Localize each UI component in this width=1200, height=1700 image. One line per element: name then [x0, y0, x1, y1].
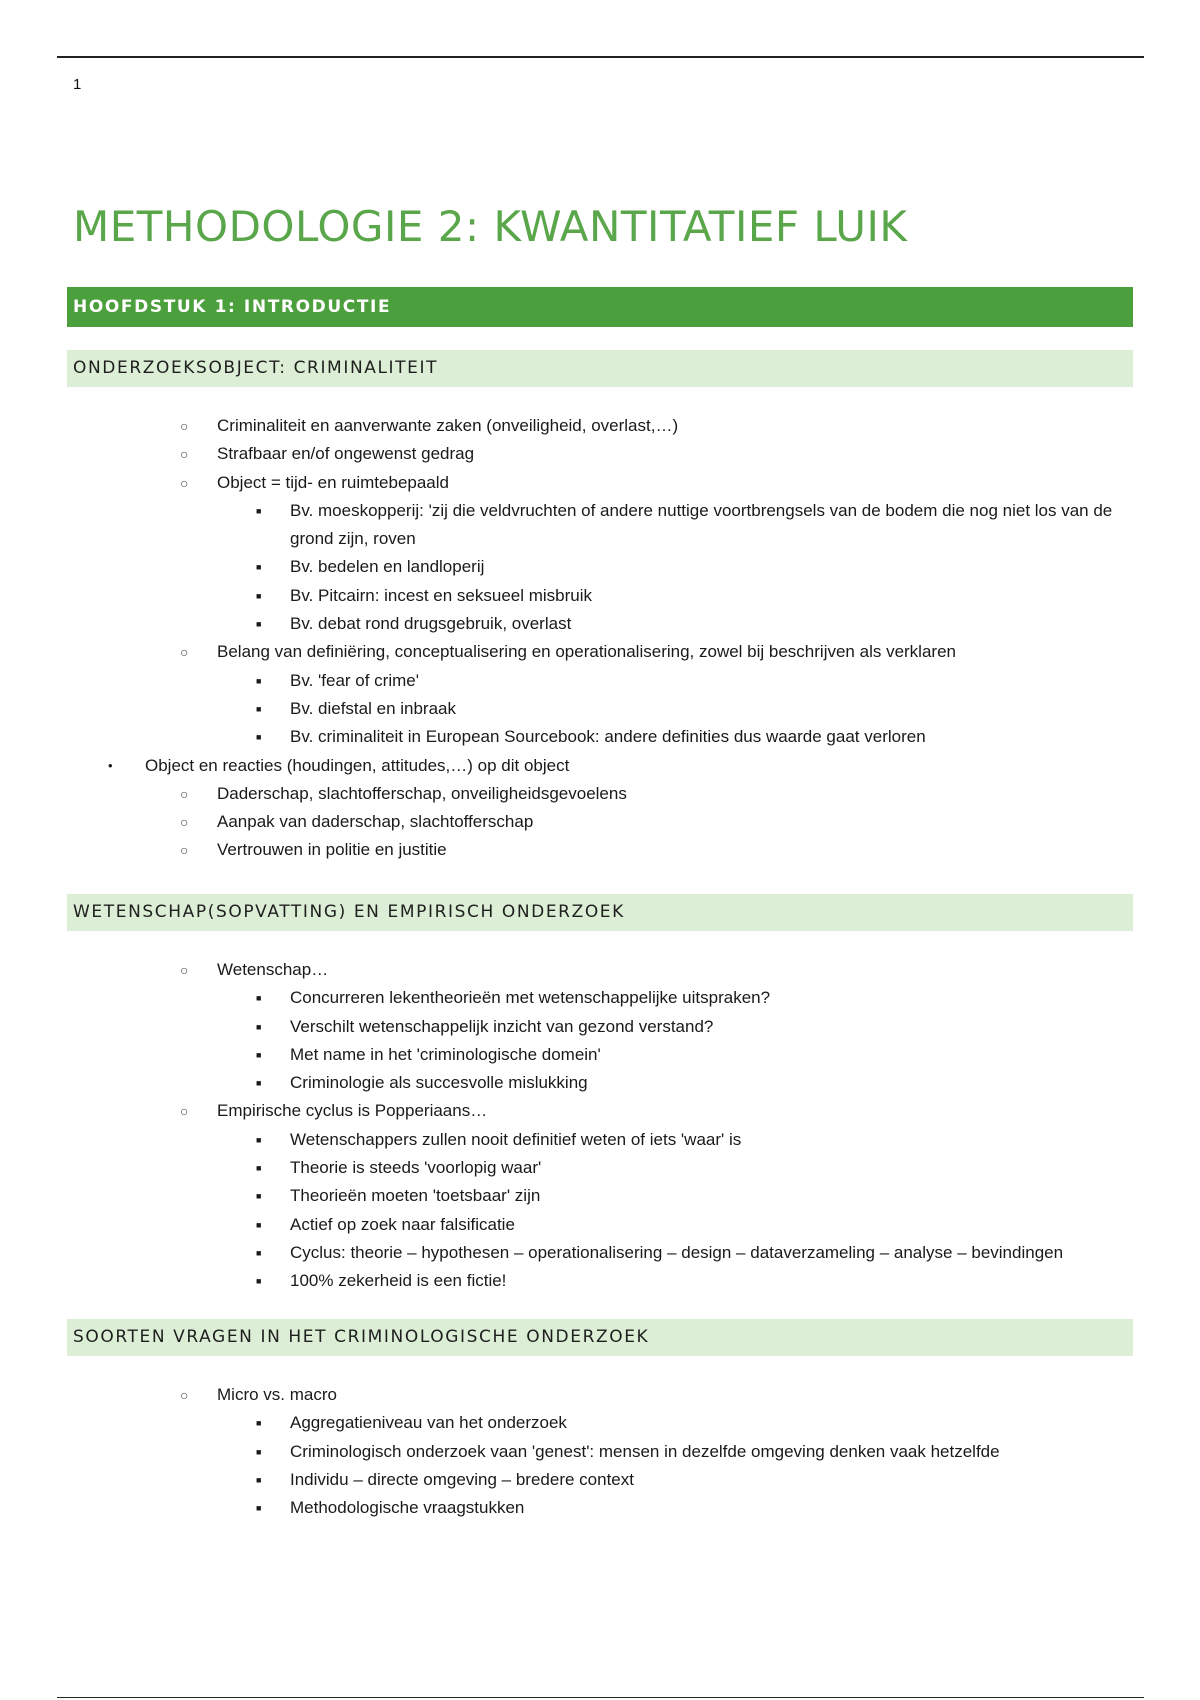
list-item [0, 553, 1200, 581]
list-item-text: Object en reacties (houdingen, attitudes,…) op dit object [145, 755, 570, 775]
list-item-text: Bv. bedelen en landloperij [290, 557, 485, 577]
section-heading-onderzoeksobject: ONDERZOEKSOBJECT: CRIMINALITEIT [67, 350, 1133, 387]
square-bullet-icon: ■ [256, 1163, 262, 1174]
square-bullet-icon: ■ [256, 1418, 262, 1429]
square-bullet-icon: ■ [256, 1191, 262, 1202]
circle-bullet-icon: ○ [180, 1387, 189, 1403]
section-heading-wetenschap: WETENSCHAP(SOPVATTING) EN EMPIRISCH ONDERZOEK [67, 894, 1133, 931]
page-number: 1 [73, 76, 82, 93]
list-item-text: Wetenschap… [217, 960, 329, 979]
square-bullet-icon: ■ [256, 732, 262, 743]
bullet-icon: • [108, 757, 113, 773]
list-item [0, 836, 1200, 864]
list-item [0, 1154, 1200, 1182]
list-item [0, 638, 1200, 666]
list-item [0, 1211, 1200, 1239]
list-item-text: Met name in het 'criminologische domein' [290, 1044, 601, 1064]
list-item-text: Cyclus: theorie – hypothesen – operationalisering – design – dataverzameling – analyse – bevindingen [290, 1242, 1064, 1262]
list-item [0, 1126, 1200, 1154]
section-heading-soorten-vragen: SOORTEN VRAGEN IN HET CRIMINOLOGISCHE ONDERZOEK [67, 1319, 1133, 1356]
list-item-text: Bv. diefstal en inbraak [290, 698, 456, 718]
circle-bullet-icon: ○ [180, 446, 189, 463]
list-item-text: Criminologisch onderzoek vaan 'genest': mensen in dezelfde omgeving denken vaak hetzelfde [290, 1441, 1000, 1461]
circle-bullet-icon: ○ [180, 962, 189, 978]
list-item-text: Bv. criminaliteit in European Sourcebook: andere definities dus waarde gaat verloren [290, 727, 926, 747]
list-item-text: Empirische cyclus is Popperiaans… [217, 1101, 488, 1121]
list-item-text: Criminologie als succesvolle mislukking [290, 1073, 588, 1093]
list-item [0, 984, 1200, 1012]
list-item [0, 1466, 1200, 1494]
square-bullet-icon: ■ [256, 590, 262, 601]
square-bullet-icon: ■ [256, 1021, 262, 1032]
list-item [0, 1069, 1200, 1097]
list-item [0, 808, 1200, 836]
list-item-text: Individu – directe omgeving – bredere context [290, 1469, 634, 1489]
list-item-text: Verschilt wetenschappelijk inzicht van gezond verstand? [290, 1016, 714, 1036]
list-item-text: Theorie is steeds 'voorlopig waar' [290, 1158, 542, 1178]
square-bullet-icon: ■ [256, 1503, 262, 1514]
document-title: METHODOLOGIE 2: KWANTITATIEF LUIK [73, 202, 908, 251]
list-item [0, 780, 1200, 808]
list-item-text: Bv. 'fear of crime' [290, 670, 419, 690]
circle-bullet-icon: ○ [180, 474, 189, 491]
chapter-heading: HOOFDSTUK 1: INTRODUCTIE [67, 287, 1133, 327]
square-bullet-icon: ■ [256, 1276, 262, 1287]
list-item [0, 1097, 1200, 1125]
circle-bullet-icon: ○ [180, 785, 189, 802]
square-bullet-icon: ■ [256, 1049, 262, 1060]
square-bullet-icon: ■ [256, 993, 262, 1004]
list-item-text: Theorieën moeten 'toetsbaar' zijn [290, 1186, 541, 1206]
list-item-text: Bv. debat rond drugsgebruik, overlast [290, 614, 572, 634]
list-item-text: Bv. Pitcairn: incest en seksueel misbruik [290, 585, 593, 605]
list-item [0, 440, 1200, 468]
list-item [0, 1438, 1200, 1466]
list-item [0, 1041, 1200, 1069]
list-item-text: Strafbaar en/of ongewenst gedrag [217, 444, 475, 464]
list-item [0, 1381, 1200, 1409]
list-item [0, 1239, 1200, 1267]
square-bullet-icon: ■ [256, 675, 262, 686]
circle-bullet-icon: ○ [180, 1103, 189, 1120]
circle-bullet-icon: ○ [180, 418, 189, 434]
list-item [0, 1182, 1200, 1210]
square-bullet-icon: ■ [256, 1247, 262, 1258]
list-item [0, 469, 1200, 497]
header-rule [57, 56, 1144, 58]
list-item-text: Concurreren lekentheorieën met wetenschappelijke uitspraken? [290, 988, 771, 1008]
list-item-text: Aggregatieniveau van het onderzoek [290, 1413, 567, 1433]
circle-bullet-icon: ○ [180, 842, 189, 859]
circle-bullet-icon: ○ [180, 814, 189, 831]
list-item-text: Actief op zoek naar falsificatie [290, 1214, 515, 1234]
list-item [0, 1267, 1200, 1295]
square-bullet-icon: ■ [256, 1134, 262, 1145]
list-item [0, 1494, 1200, 1522]
list-item [0, 667, 1200, 695]
list-item [0, 1013, 1200, 1041]
footer-rule [57, 1697, 1144, 1698]
list-item-text: Bv. moeskopperij: 'zij die veldvruchten of andere nuttige voortbrengsels van de bodem die nog niet los van de grond zijn, roven [290, 500, 1113, 549]
section-list-onderzoeksobject [0, 412, 1200, 865]
list-item [0, 582, 1200, 610]
list-item-text: Belang van definiëring, conceptualisering en operationalisering, zowel bij beschrijven als verklaren [217, 642, 956, 662]
circle-bullet-icon: ○ [180, 644, 189, 661]
square-bullet-icon: ■ [256, 619, 262, 630]
list-item-text: Aanpak van daderschap, slachtofferschap [217, 812, 534, 832]
square-bullet-icon: ■ [256, 562, 262, 573]
list-item [0, 695, 1200, 723]
square-bullet-icon: ■ [256, 505, 262, 516]
square-bullet-icon: ■ [256, 1219, 262, 1230]
section-list-wetenschap [0, 956, 1200, 1296]
list-item-text: Criminaliteit en aanverwante zaken (onveiligheid, overlast,…) [217, 416, 679, 435]
list-item-text: Methodologische vraagstukken [290, 1498, 525, 1518]
list-item-text: 100% zekerheid is een fictie! [290, 1271, 507, 1291]
list-item-text: Vertrouwen in politie en justitie [217, 840, 447, 860]
list-item [0, 956, 1200, 984]
list-item-text: Micro vs. macro [217, 1385, 337, 1404]
list-item-text: Object = tijd- en ruimtebepaald [217, 472, 449, 492]
square-bullet-icon: ■ [256, 1474, 262, 1485]
square-bullet-icon: ■ [256, 1078, 262, 1089]
list-item-text: Daderschap, slachtofferschap, onveiligheidsgevoelens [217, 783, 627, 803]
list-item [0, 497, 1200, 554]
list-item [0, 1409, 1200, 1437]
list-item [0, 412, 1200, 440]
list-item-text: Wetenschappers zullen nooit definitief weten of iets 'waar' is [290, 1129, 742, 1149]
list-item [0, 610, 1200, 638]
square-bullet-icon: ■ [256, 1446, 262, 1457]
list-item [0, 723, 1200, 751]
section-list-soorten-vragen [0, 1381, 1200, 1522]
square-bullet-icon: ■ [256, 703, 262, 714]
list-item [0, 752, 1200, 780]
